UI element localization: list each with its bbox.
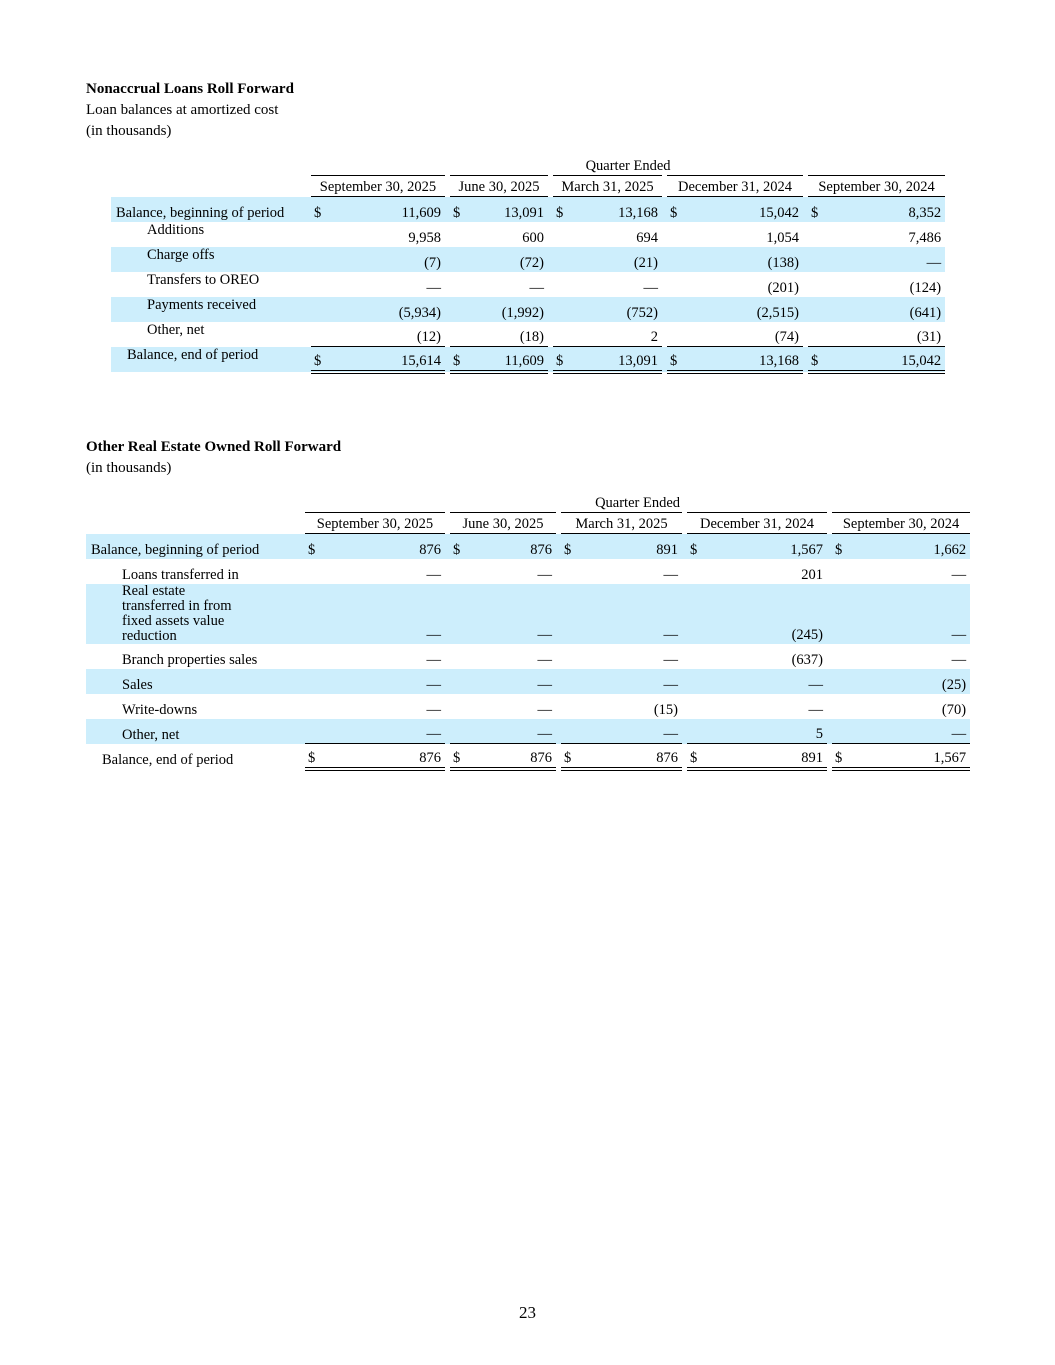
column-header: March 31, 2025 [553,176,662,197]
cell-value: — [537,566,552,583]
row-label: Balance, beginning of period [111,197,308,222]
cell-value: 5 [701,719,827,744]
cell-value: — [426,701,441,718]
cell-value: (25) [846,669,970,694]
quarter-ended-row [111,157,945,176]
oreo-title: Other Real Estate Owned Roll Forward [86,439,342,455]
cell-value: — [464,719,556,744]
table-row [86,719,970,744]
column-header: March 31, 2025 [561,513,682,534]
dollar-sign: $ [687,744,701,769]
quarter-ended-label: Quarter Ended [595,495,681,511]
nonaccrual-heading [86,79,294,142]
table-row [111,222,945,247]
cell-value: (5,934) [325,297,445,322]
cell-value: 15,614 [325,347,445,372]
cell-value: 11,609 [325,197,445,222]
cell-value: 876 [464,534,556,559]
table-row [86,669,970,694]
cell-value: — [701,669,827,694]
dollar-sign: $ [553,347,567,372]
cell-value: 694 [636,229,658,246]
cell-value: (641) [822,297,945,322]
cell-value: — [529,279,544,296]
row-label: Real estate transferred in from fixed assets value reduction [86,584,300,644]
cell-value: — [426,566,441,583]
row-label: Balance, end of period [102,751,234,768]
cell-value: (138) [681,247,803,272]
cell-value: — [537,701,552,718]
cell-value: 8,352 [822,197,945,222]
oreo-units: (in thousands) [86,460,172,476]
column-header: June 30, 2025 [450,513,556,534]
row-label: Loans transferred in [122,566,239,583]
nonaccrual-subtitle: Loan balances at amortized cost [86,102,279,118]
dollar-sign: $ [311,347,325,372]
column-header: December 31, 2024 [667,176,803,197]
cell-value: — [575,669,682,694]
cell-value: (72) [464,247,548,272]
cell-value: 7,486 [908,229,942,246]
row-label: Balance, end of period [111,347,308,372]
cell-value: 201 [801,566,823,583]
dollar-sign: $ [305,534,319,559]
nonaccrual-units: (in thousands) [86,123,172,139]
cell-value: (752) [567,297,662,322]
table-row [86,559,970,584]
cell-value: 600 [522,229,544,246]
cell-value: (15) [653,701,678,718]
dollar-sign: $ [450,744,464,769]
dollar-sign: $ [832,534,846,559]
cell-value: 13,168 [567,197,662,222]
cell-value: — [663,651,678,668]
cell-value: 15,042 [822,347,945,372]
table-row [86,534,970,559]
cell-value: — [663,566,678,583]
cell-value: — [464,669,556,694]
cell-value: 11,609 [464,347,548,372]
row-label: Charge offs [111,247,308,272]
row-label: Branch properties sales [122,651,258,668]
dollar-sign: $ [808,347,822,372]
cell-value: 1,662 [846,534,970,559]
dollar-sign: $ [832,744,846,769]
oreo-table [86,494,970,771]
cell-value: 13,168 [681,347,803,372]
dollar-sign: $ [561,534,575,559]
cell-value: 1,567 [846,744,970,769]
cell-value: — [822,247,945,272]
cell-value: — [846,719,970,744]
row-label: Payments received [111,297,308,322]
row-label: Other, net [86,719,300,744]
column-header: December 31, 2024 [687,513,827,534]
cell-value: (18) [519,329,544,345]
row-label: Balance, beginning of period [86,534,300,559]
column-header: September 30, 2024 [832,513,970,534]
total-row [111,347,945,372]
cell-value: — [951,566,967,583]
page-number: 23 [519,1303,536,1322]
cell-value: 15,042 [681,197,803,222]
cell-value: (74) [774,329,799,345]
cell-value: — [575,719,682,744]
table-row [111,197,945,222]
cell-value: (124) [909,279,942,296]
cell-value: 876 [575,744,682,769]
table-row [111,297,945,322]
row-label: Other, net [147,321,205,338]
cell-value: (201) [767,279,799,296]
table-row [111,322,945,347]
cell-value: 876 [319,744,445,769]
table-row [111,247,945,272]
table-row [86,644,970,669]
column-header-row [86,513,970,534]
quarter-ended-label: Quarter Ended [585,158,671,174]
total-row [86,744,970,769]
dollar-sign: $ [667,197,681,222]
oreo-heading [86,437,341,479]
dollar-sign: $ [687,534,701,559]
row-label: Additions [147,221,205,238]
dollar-sign: $ [553,197,567,222]
cell-value: 9,958 [408,229,441,246]
cell-value: — [537,651,552,668]
cell-value: — [464,584,556,644]
cell-value: (7) [325,247,445,272]
cell-value: (2,515) [681,297,803,322]
cell-value: (12) [416,329,441,345]
cell-value: — [426,651,441,668]
cell-value: — [319,719,445,744]
cell-value: — [575,584,682,644]
cell-value: 891 [701,744,827,769]
cell-value: — [951,651,967,668]
cell-value: (245) [701,584,827,644]
column-header: June 30, 2025 [450,176,548,197]
cell-value: — [846,584,970,644]
dollar-sign: $ [667,347,681,372]
cell-value: — [426,279,441,296]
quarter-ended-row [86,494,970,513]
cell-value: — [319,669,445,694]
cell-value: (1,992) [464,297,548,322]
cell-value: 876 [464,744,556,769]
dollar-sign: $ [450,534,464,559]
cell-value: (637) [791,651,823,668]
dollar-sign: $ [311,197,325,222]
cell-value: (31) [916,329,942,345]
cell-value: — [319,584,445,644]
row-label: Transfers to OREO [147,271,260,288]
nonaccrual-title: Nonaccrual Loans Roll Forward [86,81,294,97]
dollar-sign: $ [450,197,464,222]
cell-value: 1,054 [766,229,799,246]
cell-value: (70) [941,701,967,718]
cell-value: (21) [567,247,662,272]
row-label: Write-downs [122,701,198,718]
cell-value: — [808,701,823,718]
column-header-row [111,176,945,197]
cell-value: 891 [575,534,682,559]
dollar-sign: $ [450,347,464,372]
row-label: Sales [86,669,300,694]
table-row [86,584,970,644]
nonaccrual-table [111,157,945,374]
table-row [111,272,945,297]
cell-value: 876 [319,534,445,559]
cell-value: 1,567 [701,534,827,559]
column-header: September 30, 2024 [808,176,945,197]
dollar-sign: $ [808,197,822,222]
dollar-sign: $ [561,744,575,769]
dollar-sign: $ [305,744,319,769]
cell-value: 2 [650,329,658,345]
column-header: September 30, 2025 [311,176,445,197]
cell-value: 13,091 [567,347,662,372]
table-row [86,694,970,719]
cell-value: — [643,279,658,296]
cell-value: 13,091 [464,197,548,222]
column-header: September 30, 2025 [305,513,445,534]
